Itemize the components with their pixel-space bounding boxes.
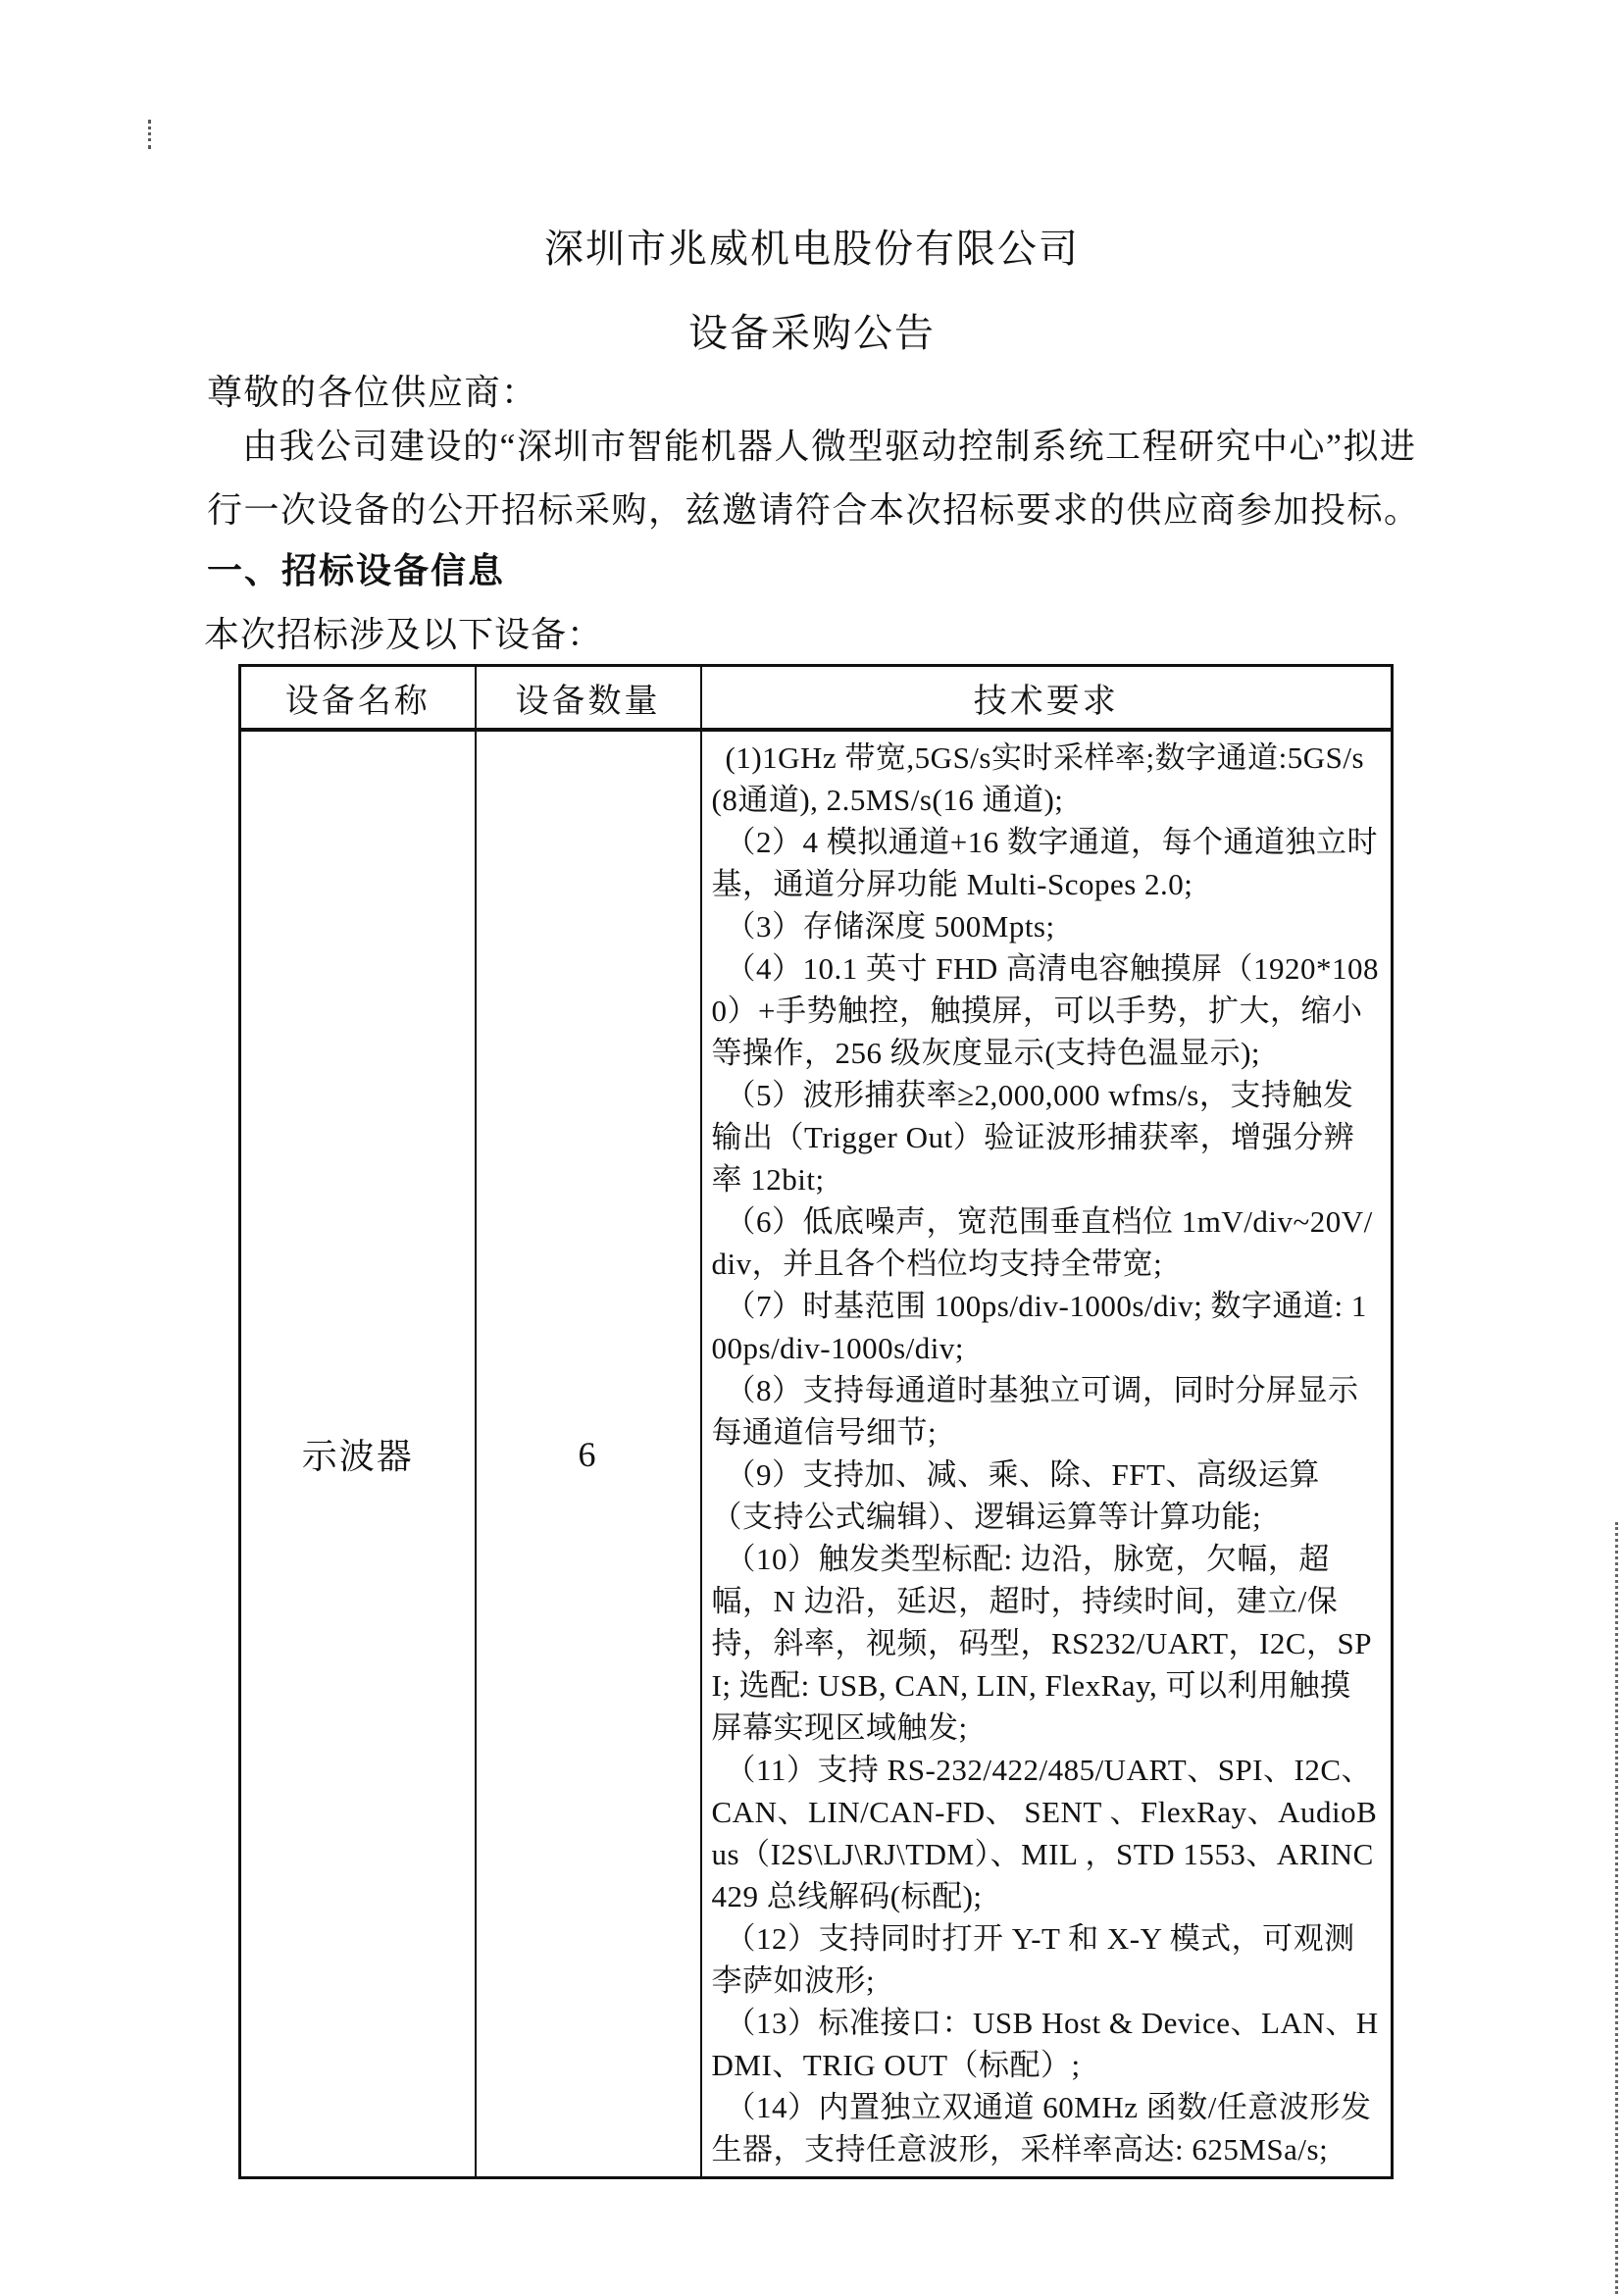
scan-artifact-right-edge	[1615, 1522, 1618, 2294]
requirement-item: （12）支持同时打开 Y-T 和 X-Y 模式，可观测李萨如波形;	[711, 1921, 1355, 1998]
header-device-name: 设备名称	[240, 666, 476, 731]
requirement-item: （14）内置独立双通道 60MHz 函数/任意波形发生器，支持任意波形，采样率高达: 625MSa/s;	[711, 2090, 1372, 2167]
table-row	[240, 730, 1393, 2178]
table-intro: 本次招标涉及以下设备：	[204, 615, 604, 654]
requirement-item: （10）触发类型标配: 边沿，脉宽，欠幅，超幅，N 边沿，延迟，超时，持续时间，建立/保持，斜率，视频，码型，RS232/UART，I2C，SPI; 选配: USB, CAN, LIN, FlexRay, 可以利用触摸屏幕实现区域触发;	[711, 1542, 1373, 1745]
section-heading: 一、招标设备信息	[207, 551, 506, 590]
table-header-row	[240, 666, 1393, 731]
requirement-item: （4）10.1 英寸 FHD 高清电容触摸屏（1920*1080）+手势触控，触摸屏，可以手势，扩大，缩小等操作，256 级灰度显示(支持色温显示);	[711, 951, 1380, 1070]
requirement-item: （8）支持每通道时基独立可调，同时分屏显示每通道信号细节;	[711, 1373, 1359, 1450]
scan-artifact-top-left	[148, 120, 155, 149]
company-title: 深圳市兆威机电股份有限公司	[544, 227, 1080, 271]
requirement-item: （13）标准接口：USB Host & Device、LAN、HDMI、TRIG OUT（标配）;	[711, 2006, 1379, 2082]
salutation: 尊敬的各位供应商：	[207, 373, 538, 412]
intro-paragraph-line-2: 行一次设备的公开招标采购，兹邀请符合本次招标要求的供应商参加投标。	[207, 490, 1421, 530]
doc-subtitle: 设备采购公告	[688, 311, 936, 355]
requirement-item: （11）支持 RS-232/422/485/UART、SPI、I2C、CAN、LIN/CAN-FD、 SENT 、FlexRay、AudioBus（I2S\LJ\RJ\TDM）、MIL ，STD 1553、ARINC429 总线解码(标配);	[711, 1753, 1378, 1913]
equipment-table	[238, 664, 1394, 2179]
header-tech-requirements: 技术要求	[701, 666, 1393, 731]
header-device-quantity: 设备数量	[476, 666, 701, 731]
requirement-item: （3）存储深度 500Mpts;	[725, 909, 1055, 943]
requirements-cell	[701, 730, 1393, 2178]
device-name-cell: 示波器	[240, 730, 476, 2178]
device-quantity-cell: 6	[476, 730, 701, 2178]
requirement-item: （7）时基范围 100ps/div-1000s/div; 数字通道: 100ps/div-1000s/div;	[711, 1289, 1367, 1365]
requirement-item: （9）支持加、减、乘、除、FFT、高级运算（支持公式编辑）、逻辑运算等计算功能;	[711, 1457, 1320, 1534]
requirement-item: （2）4 模拟通道+16 数字通道，每个通道独立时基，通道分屏功能 Multi-Scopes 2.0;	[711, 825, 1378, 901]
requirement-item: （5）波形捕获率≥2,000,000 wfms/s，支持触发输出（Trigger Out）验证波形捕获率，增强分辨率 12bit;	[711, 1078, 1355, 1197]
requirement-item: （6）低底噪声，宽范围垂直档位 1mV/div~20V/div，并且各个档位均支持全带宽;	[711, 1204, 1373, 1281]
intro-paragraph-line-1: 由我公司建设的“深圳市智能机器人微型驱动控制系统工程研究中心”拟进	[242, 427, 1417, 466]
requirement-item: (1)1GHz 带宽,5GS/s实时采样率;数字通道:5GS/s(8通道), 2.5MS/s(16 通道);	[711, 740, 1365, 817]
